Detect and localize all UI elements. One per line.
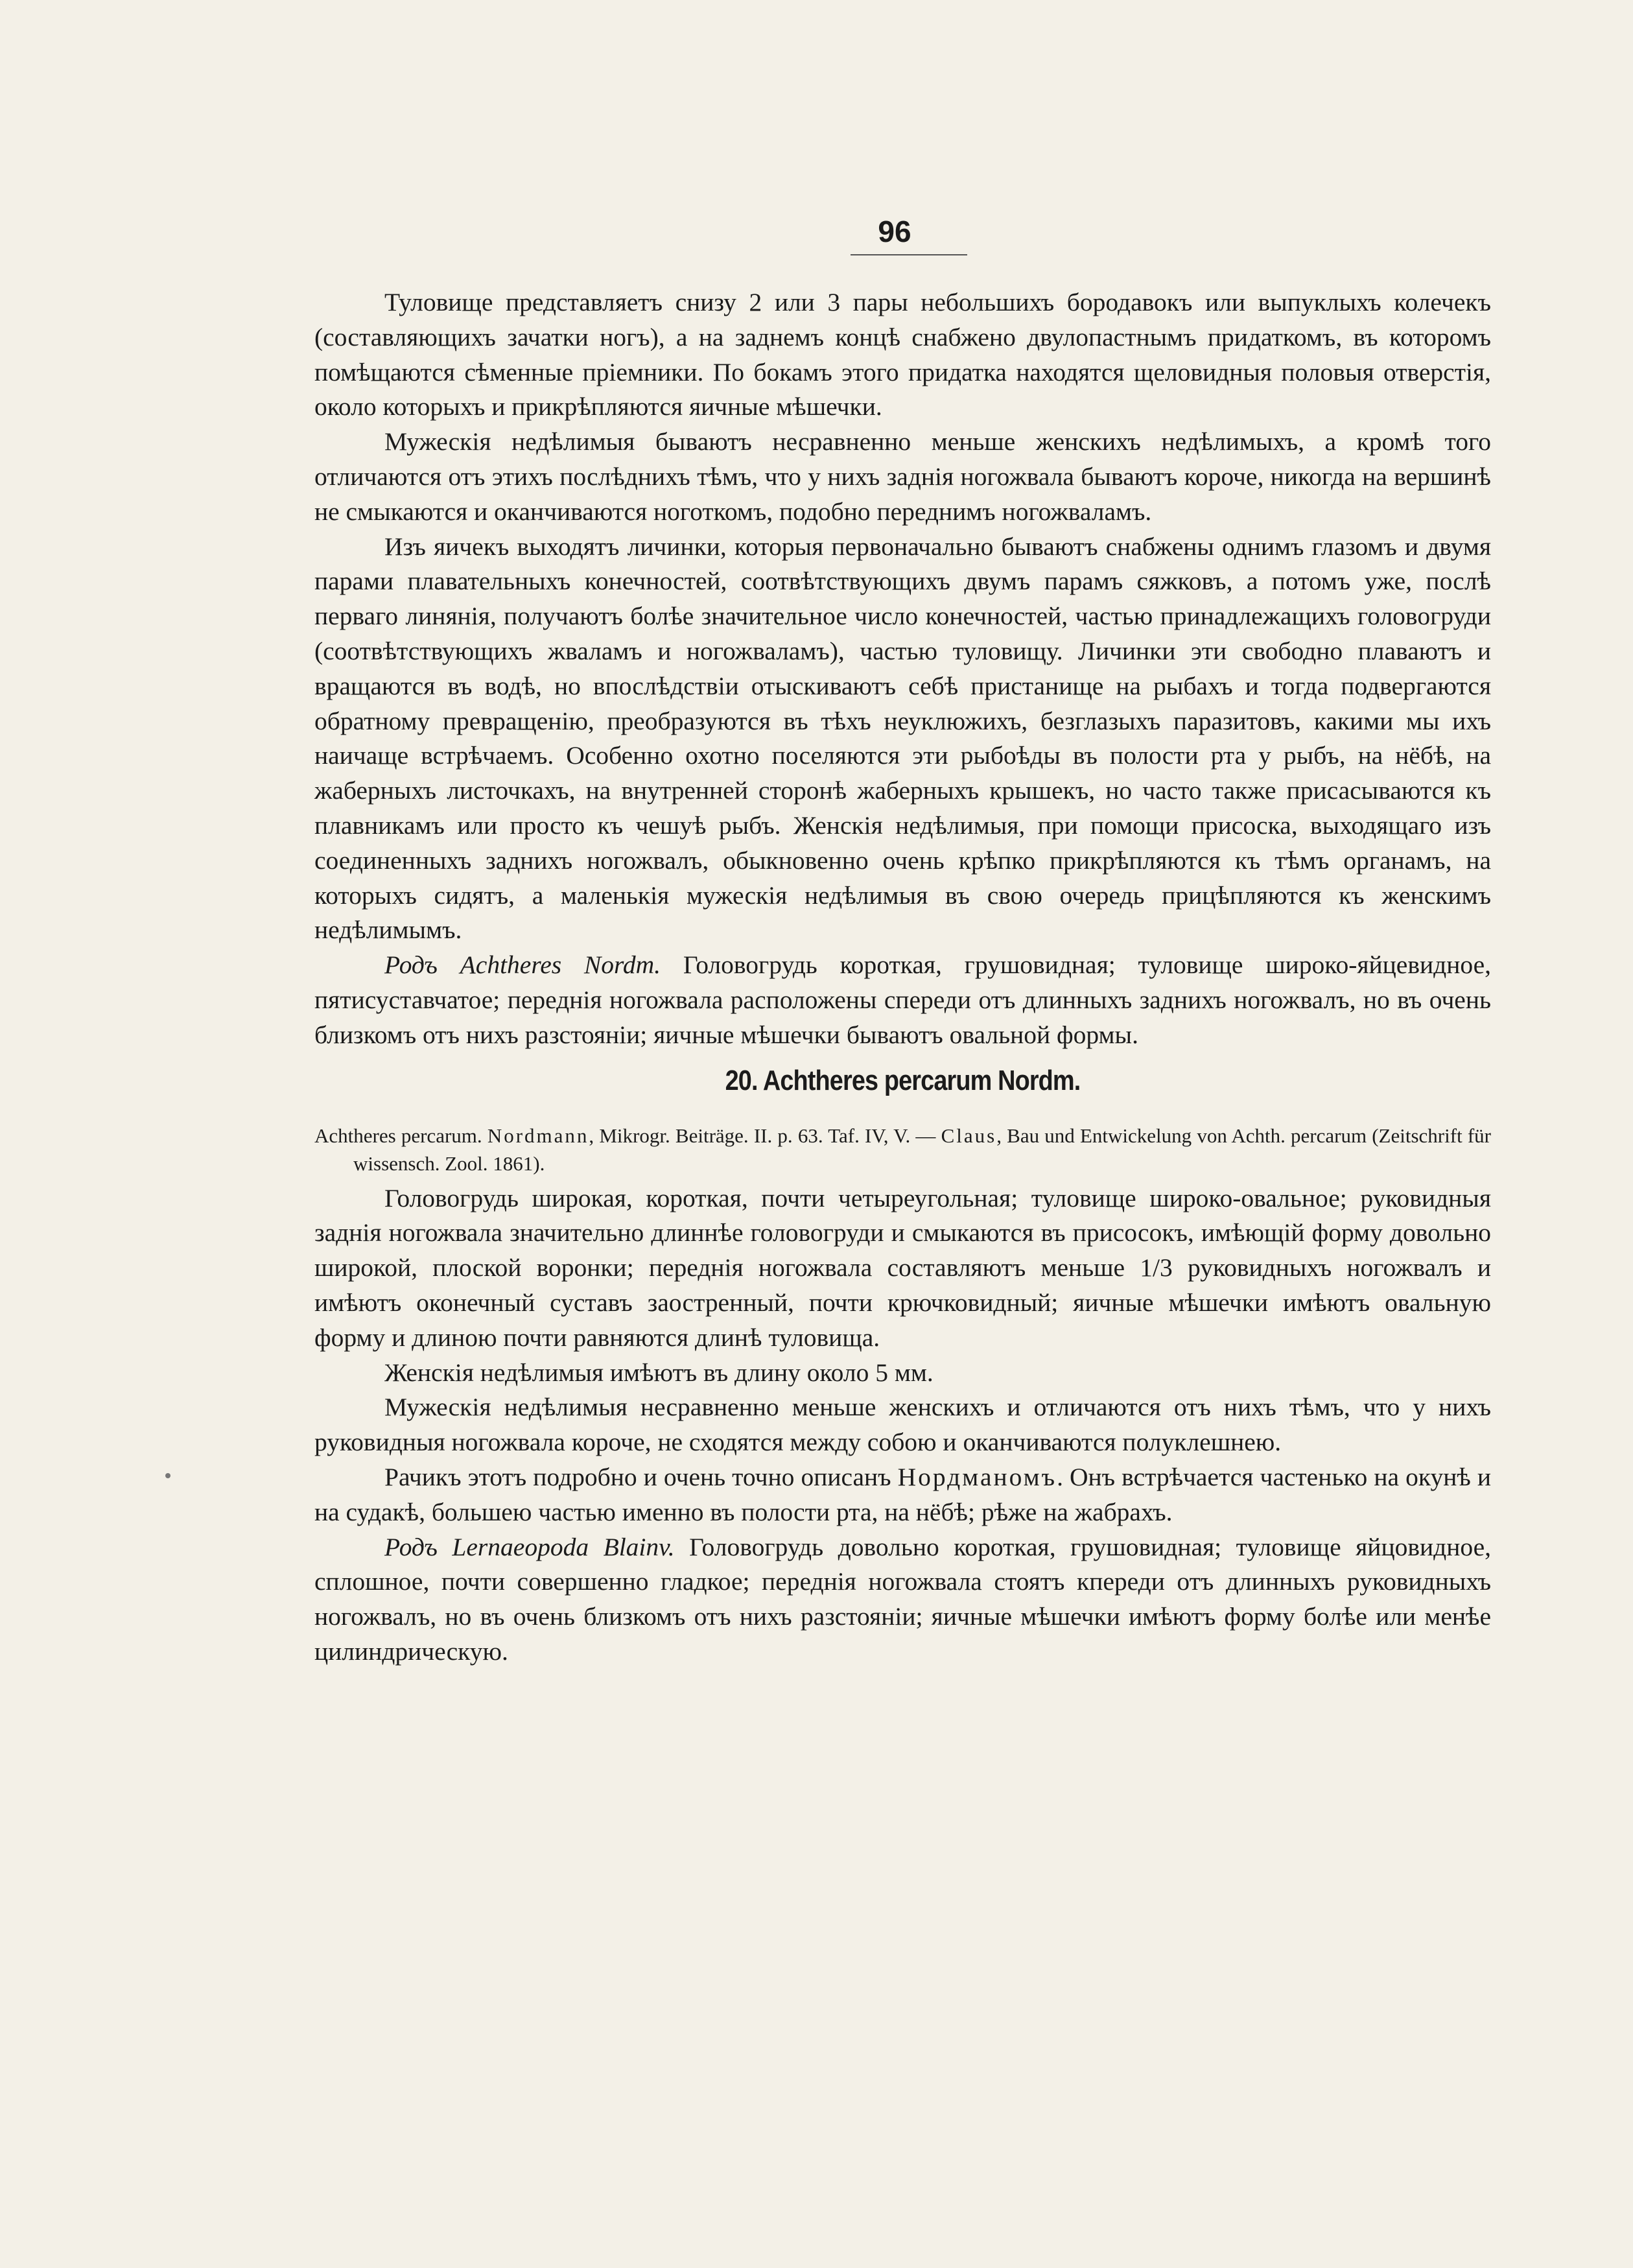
genus-achtheres-label: Родъ Achtheres Nordm. [384,951,661,980]
description-text-1: Головогрудь широкая, короткая, почти четыреугольная; туловище широко-овальное; руковидныя заднія ногожвала значительно длиннѣе головогруди и смыкаются въ присосокъ, имѣющій форму довольно широкой, плоской воронки; переднія ногожвала составляютъ меньше [314,1183,1491,1282]
species-heading: 20. Achtheres percarum Nordm. [725,1064,1081,1096]
nordmann-name: Нордманомъ [897,1462,1057,1491]
page-body [314,285,1491,1670]
paragraph-genus-lernaeopoda [314,1530,1491,1670]
paragraph-male-differences: Мужескія недѣлимыя несравненно меньше женскихъ и отличаются отъ нихъ тѣмъ, что у нихъ руковидныя ногожвала короче, не сходятся между собою и оканчиваются полуклешнею. [314,1393,1491,1457]
nordmann-text-1: Рачикъ этотъ подробно и очень точно описанъ [384,1462,898,1491]
genus-achtheres-text: Головогрудь короткая, грушовидная; туловище широко-яйцевидное, пятисуставчатое; переднія ногожвала расположены спереди отъ длинныхъ заднихъ ногожвалъ, но въ очень близкомъ отъ нихъ разстояніи; яичные мѣшечки бываютъ овальной формы. [314,951,1491,1049]
paragraph-female-size: Женскія недѣлимыя имѣютъ въ длину около 5 мм. [384,1358,934,1387]
page-number: 96 [878,215,911,248]
synonymy-author-nordmann: Nordmann [487,1124,589,1147]
paragraph-larvae: Изъ яичекъ выходятъ личинки, которыя первоначально бываютъ снабжены однимъ глазомъ и двумя парами плавательныхъ конечностей, соотвѣтствующихъ двумъ парамъ сяжковъ, а потомъ уже, послѣ перваго линянія, получаютъ болѣе значительное число конечностей, частью принадлежащихъ головогруди (соотвѣтствующихъ жваламъ и ногожваламъ), частью туловищу. Личинки эти свободно плаваютъ и вращаются въ водѣ, но впослѣдствіи отыскиваютъ себѣ пристанище на рыбахъ и тогда подвергаются обратному превращенію, преобразуются въ тѣхъ неуклюжихъ, безглазыхъ паразитовъ, какими мы ихъ наичаще встрѣчаемъ. Особенно охотно поселяются эти рыбоѣды въ полости рта у рыбъ, на нёбѣ, на жаберныхъ листочкахъ, на внутренней сторонѣ жаберныхъ крышекъ, но часто также присасываются къ плавникамъ или просто къ чешуѣ рыбъ. Женскія недѣлимыя, при помощи присоска, выходящаго изъ соединенныхъ заднихъ ногожвалъ, обыкновенно очень крѣпко прикрѣпляются къ тѣмъ органамъ, на которыхъ сидятъ, а маленькія мужескія недѣлимыя въ свою очередь прицѣпляются къ женскимъ недѣлимымъ. [314,532,1491,945]
page-number-rule [851,254,967,255]
synonymy-author-claus: Claus [941,1124,997,1147]
synonymy-reference [314,1122,1491,1177]
margin-speck [165,1473,170,1478]
genus-lernaeopoda-label: Родъ Lernaeopoda Blainv. [384,1532,675,1561]
nordmann-text-2: . Онъ встрѣчается частенько на окунѣ и на судакѣ, большею частью именно въ полости рта, на нёбѣ; рѣже на жабрахъ. [314,1462,1491,1526]
synonymy-part-1: Achtheres percarum. [314,1124,488,1147]
description-text-2: руковидныхъ ногожвалъ и имѣютъ оконечный суставъ заостренный, почти крючковидный; яичные мѣшечки имѣютъ овальную форму и длиною почти равняются длинѣ туловища. [314,1253,1491,1352]
paragraph-description [314,1181,1491,1356]
paragraph-trunk: Туловище представляетъ снизу 2 или 3 пары небольшихъ бородавокъ или выпуклыхъ колечекъ (составляющихъ зачатки ногъ), а на заднемъ концѣ снабжено двулопастнымъ придаткомъ, въ которомъ помѣщаются сѣменные пріемники. По бокамъ этого придатка находятся щеловидныя половыя отверстія, около которыхъ и прикрѣпляются яичные мѣшечки. [314,288,1491,421]
description-fraction: 1/3 [1140,1253,1173,1282]
genus-lernaeopoda-text: Головогрудь довольно короткая, грушовидная; туловище яйцовидное, сплошное, почти совершенно гладкое; переднія ногожвала стоятъ кпереди отъ длинныхъ руковидныхъ ногожвалъ, но въ очень близкомъ отъ нихъ разстояніи; яичные мѣшечки имѣютъ форму болѣе или менѣе цилиндрическую. [314,1532,1491,1666]
paragraph-nordmann [314,1460,1491,1530]
paragraph-males: Мужескія недѣлимыя бываютъ несравненно меньше женскихъ недѣлимыхъ, а кромѣ того отличаются отъ этихъ послѣднихъ тѣмъ, что у нихъ заднія ногожвала бываютъ короче, никогда на вершинѣ не смыкаются и оканчиваются ноготкомъ, подобно переднимъ ногожваламъ. [314,427,1491,526]
synonymy-part-3: , Bau und Entwickelung von Achth. percarum (Zeitschrift für wissensch. Zool. 1861). [353,1124,1492,1175]
synonymy-part-2: , Mikrogr. Beiträge. II. p. 63. Taf. IV, V. — [589,1124,941,1147]
paragraph-genus-achtheres [314,948,1491,1052]
